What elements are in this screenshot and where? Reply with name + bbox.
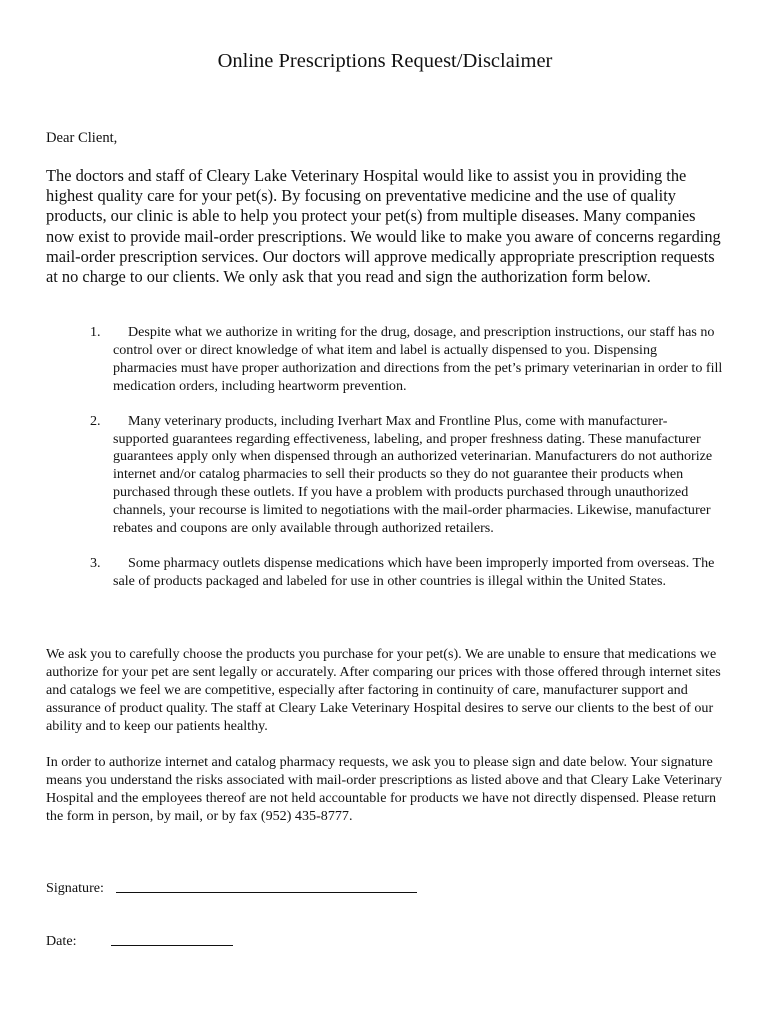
list-item-text: Despite what we authorize in writing for the drug, dosage, and prescription instructions, our staff has no control over or direct knowledge of what item and label is actually dispensed to you. Dispensing pharmacies must have proper authorization and directions from the pet’s primary veterinarian in order to fill medication orders, including heartworm prevention. <box>113 324 723 394</box>
intro-paragraph: The doctors and staff of Cleary Lake Veterinary Hospital would like to assist you in providing the highest quality care for your pet(s). By focusing on preventative medicine and the use of quality products, our clinic is able to help you protect your pet(s) from multiple diseases. Many companies now exist to provide mail-order prescriptions. We would like to make you aware of concerns regarding mail-order prescription services. Our doctors will approve medically appropriate prescription requests at no charge to our clients. We only ask that you read and sign the authorization form below. <box>46 166 721 287</box>
signature-label: Signature: <box>46 880 104 896</box>
list-item-text: Many veterinary products, including Iverhart Max and Frontline Plus, come with manufacturer-supported guarantees regarding effectiveness, labeling, and proper freshness dating. These manufacturer guarantees apply only when dispensed through an authorized veterinarian. Manufacturers do not authorize internet and/or catalog pharmacies to sell their products so they do not guarantee their products when purchased through these outlets. If you have a problem with products purchased through unauthorized channels, your recourse is limited to negotiations with the mail-order pharmacies. Likewise, manufacturer rebates and coupons are only available through authorized retailers. <box>113 412 713 537</box>
signature-line[interactable] <box>116 892 417 893</box>
date-line[interactable] <box>111 945 233 946</box>
date-label: Date: <box>46 933 77 949</box>
authorization-paragraph: In order to authorize internet and catalog pharmacy requests, we ask you to please sign and date below. Your signature means you understand the risks associated with mail-order prescriptions as listed above and that Cleary Lake Veterinary Hospital and the employees thereof are not held accountable for products we have not directly dispensed. Please return the form in person, by mail, or by fax (952) 435-8777. <box>46 754 723 824</box>
list-item <box>0 324 723 396</box>
choose-products-paragraph: We ask you to carefully choose the products you purchase for your pet(s). We are unable to ensure that medications we authorize for your pet are sent legally or accurately. After comparing our prices with those offered through internet sites and catalogs we feel we are competitive, especially after factoring in continuity of care, manufacturer support and assurance of product quality. The staff at Cleary Lake Veterinary Hospital desires to serve our clients to the best of our ability and to keep our patients healthy. <box>46 646 721 734</box>
list-item <box>0 555 723 591</box>
list-item <box>0 413 723 538</box>
list-item-number: 3. <box>90 554 101 571</box>
list-item-number: 2. <box>90 412 101 429</box>
list-item-number: 1. <box>90 324 101 340</box>
disclaimer-list <box>0 324 770 608</box>
document-title: Online Prescriptions Request/Disclaimer <box>217 50 553 72</box>
salutation: Dear Client, <box>46 130 118 146</box>
list-item-text: Some pharmacy outlets dispense medications which have been improperly imported from overseas. The sale of products packaged and labeled for use in other countries is illegal within the United States. <box>113 554 715 589</box>
